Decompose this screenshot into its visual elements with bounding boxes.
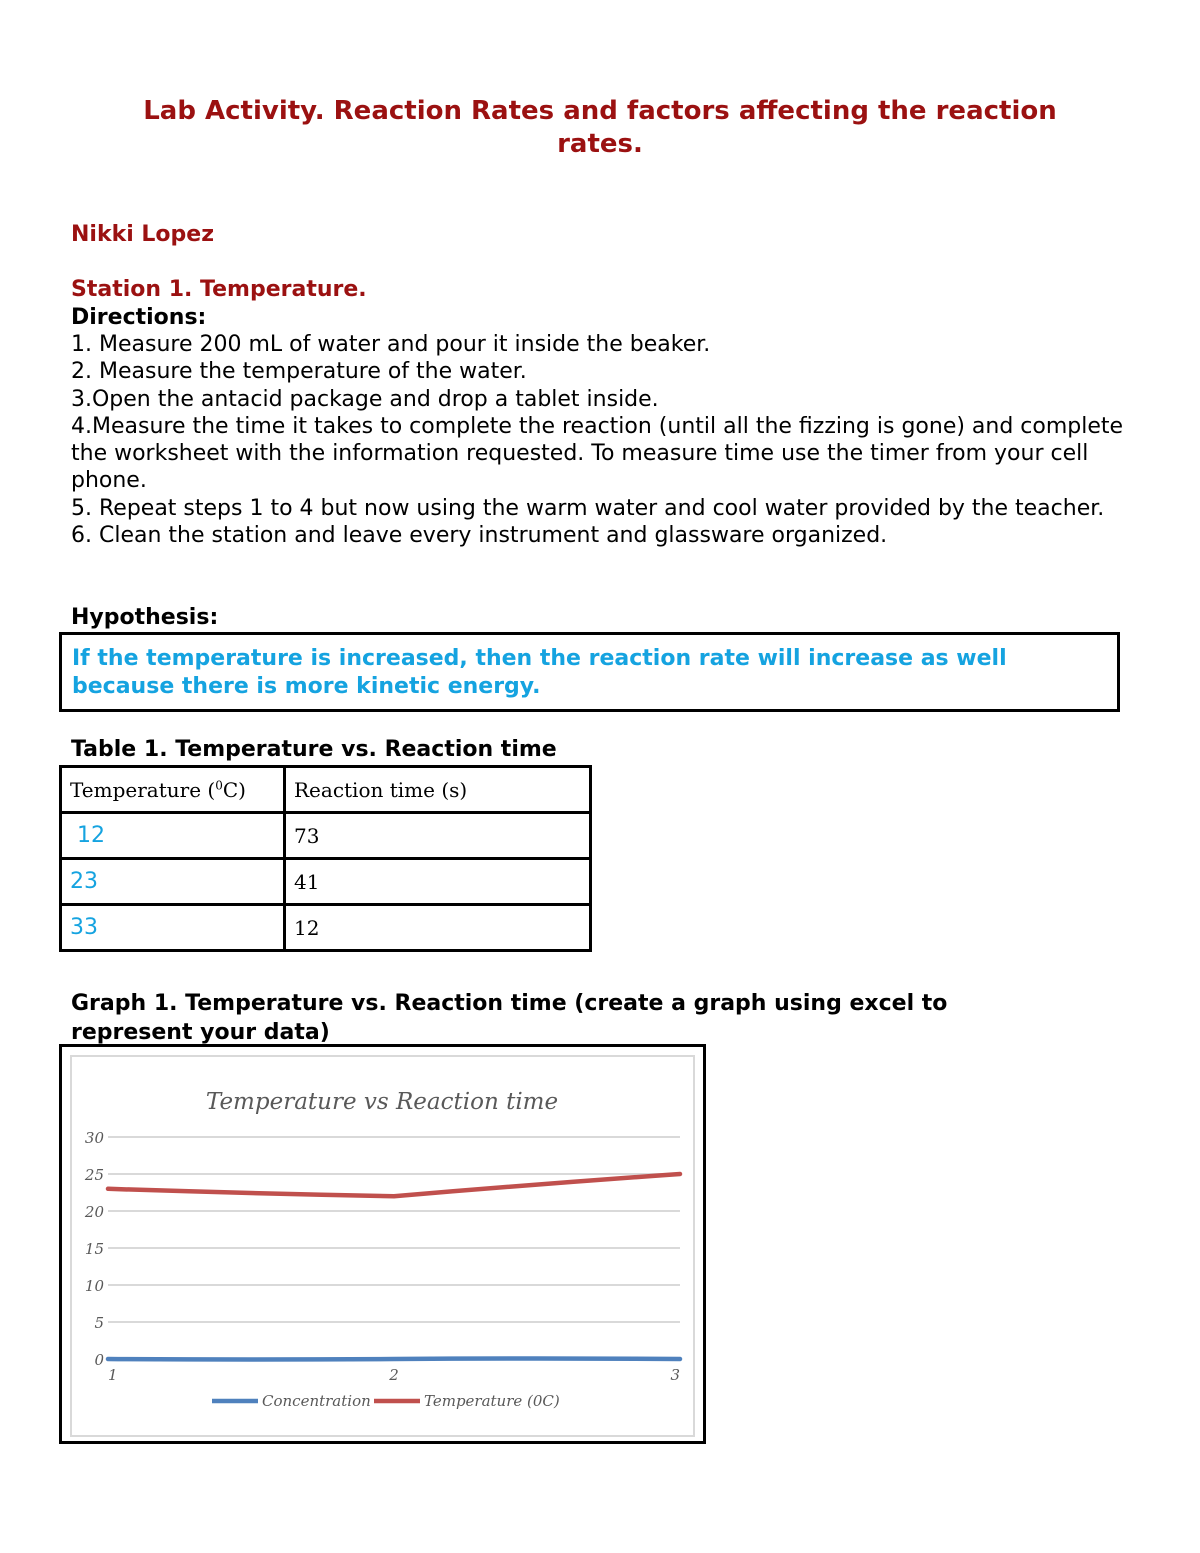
directions-label: Directions: bbox=[71, 305, 207, 330]
table-row bbox=[61, 859, 591, 905]
direction-step: 1. Measure 200 mL of water and pour it inside the beaker. bbox=[71, 332, 711, 357]
author-name: Nikki Lopez bbox=[71, 222, 215, 247]
line-chart bbox=[72, 1057, 693, 1435]
y-tick-label: 25 bbox=[84, 1166, 104, 1184]
direction-step: 6. Clean the station and leave every instrument and glassware organized. bbox=[71, 523, 888, 549]
time-cell: 41 bbox=[285, 859, 591, 905]
direction-step: 4.Measure the time it takes to complete the reaction (until all the fizzing is gone) and complete the worksheet with the information requested. To measure time use the timer from your cell phone. bbox=[71, 413, 1124, 494]
time-cell: 12 bbox=[285, 905, 591, 951]
series-line bbox=[108, 1174, 680, 1196]
legend-label: Concentration bbox=[262, 1392, 371, 1410]
table-row bbox=[61, 813, 591, 859]
temp-cell: 23 bbox=[61, 859, 285, 905]
header-temp-sup: 0 bbox=[215, 777, 223, 792]
directions-list bbox=[71, 331, 1131, 549]
x-tick-label: 2 bbox=[389, 1366, 399, 1384]
y-tick-label: 15 bbox=[84, 1240, 104, 1258]
x-tick-label: 3 bbox=[670, 1366, 680, 1384]
graph-caption: Graph 1. Temperature vs. Reaction time (create a graph using excel to represent your data) bbox=[71, 991, 948, 1045]
header-temperature bbox=[61, 767, 285, 813]
header-reaction-time: Reaction time (s) bbox=[285, 767, 591, 813]
temp-value: 12 bbox=[77, 823, 105, 848]
y-tick-label: 0 bbox=[94, 1351, 104, 1369]
direction-step: 5. Repeat steps 1 to 4 but now using the warm water and cool water provided by the teacher. bbox=[71, 495, 1105, 521]
table-header-row bbox=[61, 767, 591, 813]
header-temp-suffix: C) bbox=[222, 777, 246, 802]
hypothesis-box bbox=[59, 632, 1120, 712]
chart-frame bbox=[59, 1044, 706, 1444]
direction-step: 2. Measure the temperature of the water. bbox=[71, 359, 527, 385]
time-cell: 73 bbox=[285, 813, 591, 859]
y-tick-label: 30 bbox=[84, 1129, 104, 1147]
direction-step: 3.Open the antacid package and drop a tablet inside. bbox=[71, 386, 659, 412]
chart-area bbox=[70, 1055, 695, 1437]
table-row bbox=[61, 905, 591, 951]
y-tick-label: 5 bbox=[94, 1314, 104, 1332]
hypothesis-label: Hypothesis: bbox=[71, 605, 219, 630]
table-caption: Table 1. Temperature vs. Reaction time bbox=[71, 737, 557, 762]
x-tick-label: 1 bbox=[108, 1366, 118, 1384]
legend-label: Temperature (0C) bbox=[424, 1392, 560, 1410]
header-temp-prefix: Temperature ( bbox=[70, 777, 216, 802]
temp-cell bbox=[61, 813, 285, 859]
chart-title: Temperature vs Reaction time bbox=[205, 1089, 559, 1115]
document-title: Lab Activity. Reaction Rates and factors affecting the reaction rates. bbox=[143, 96, 1057, 159]
y-tick-label: 10 bbox=[84, 1277, 104, 1295]
data-table bbox=[59, 765, 592, 952]
station-heading: Station 1. Temperature. bbox=[71, 277, 367, 302]
temp-cell: 33 bbox=[61, 905, 285, 951]
hypothesis-text: If the temperature is increased, then the reaction rate will increase as well because there is more kinetic energy. bbox=[72, 646, 1007, 699]
y-tick-label: 20 bbox=[84, 1203, 104, 1221]
